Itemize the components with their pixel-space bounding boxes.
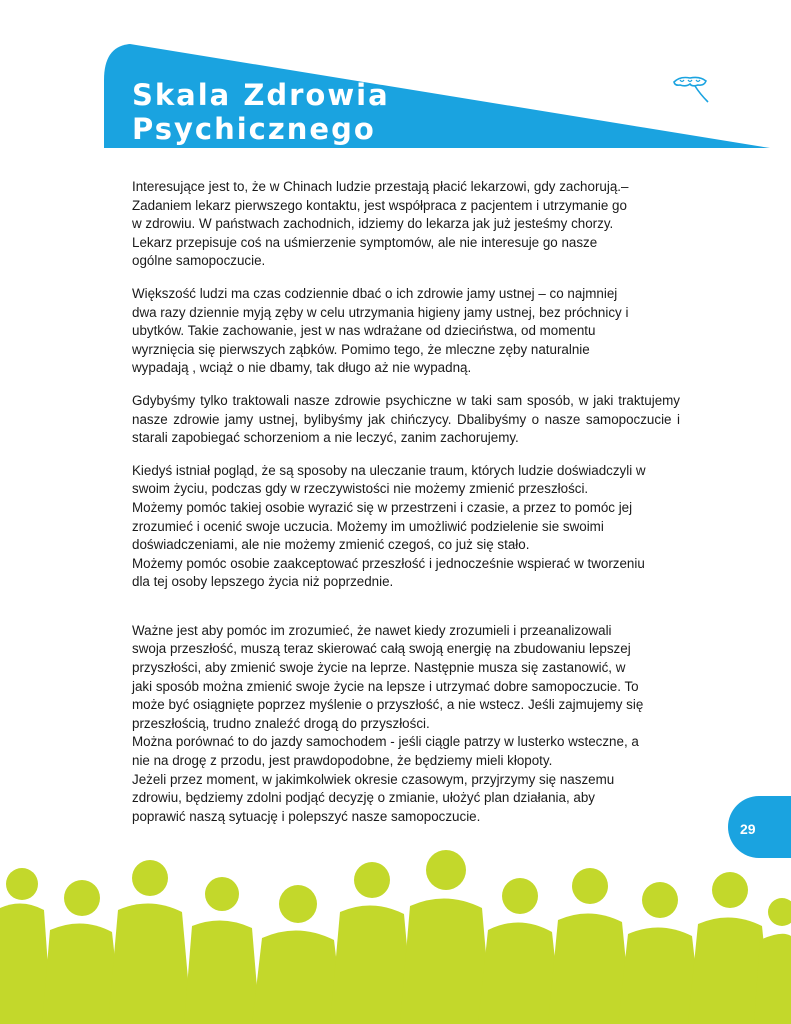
paragraph-1-line: Interesujące jest to, że w Chinach ludzie przestają płacić lekarzowi, gdy zachorują.– <box>132 179 629 194</box>
paragraph-2-line: dwa razy dziennie myją zęby w celu utrzymania higieny jamy ustnej, bez próchnicy i <box>132 304 629 320</box>
paragraph-5-line: zdrowiu, będziemy zdolni podjąć decyzję o zmianie, ułożyć plan działania, aby <box>132 790 595 806</box>
article-body <box>132 178 680 840</box>
paragraph-5-line: nie na drogę z przodu, jest prawdopodobne, że będziemy mieli kłopoty. <box>132 753 553 769</box>
paragraph-1 <box>132 178 680 271</box>
page-number: 29 <box>740 821 756 837</box>
paragraph-4-line: Kiedyś istniał pogląd, że są sposoby na uleczanie traum, których ludzie doświadczyli w <box>132 462 646 478</box>
page-title <box>132 78 390 146</box>
paragraph-2-line: wyrznięcia się pierwszych ząbków. Pomimo tego, że mleczne zęby naturalnie <box>132 341 590 357</box>
paragraph-5-line: swoja przeszłość, muszą teraz skierować całą swoją energię na zbudowaniu lepszej <box>132 641 631 657</box>
paragraph-5-line: Można porównać to do jazdy samochodem - jeśli ciągle patrzy w lusterko wsteczne, a <box>132 734 639 750</box>
paragraph-2-line: wypadają , wciąż o nie dbamy, tak długo aż nie wypadną. <box>132 360 472 376</box>
paragraph-2-line: ubytków. Takie zachowanie, jest w nas wdrażane od dzieciństwa, od momentu <box>132 323 596 339</box>
page-title-line-2: Psychicznego <box>132 112 376 146</box>
paragraph-3: Gdybyśmy tylko traktowali nasze zdrowie psychiczne w taki sam sposób, w jaki traktujemy nasze zdrowie jamy ustnej, bylibyśmy jak chińczycy. Dbalibyśmy o nasze samopoczucie i starali zapobiegać schorzeniom a nie leczyć, zanim zachorujemy. <box>132 392 680 446</box>
paragraph-2 <box>132 285 680 378</box>
paragraph-5-line: może być osiągnięte poprzez myślenie o przyszłość, a nie wstecz. Jeśli zajmujemy się <box>132 697 644 713</box>
paragraph-5-line: Ważne jest aby pomóc im zrozumieć, że nawet kiedy zrozumieli i przeanalizowali <box>132 622 612 638</box>
paragraph-4-line: zrozumieć i ocenić swoje uczucia. Możemy im umożliwić podzielenie sie swoimi <box>132 518 604 534</box>
page-number-tab <box>728 796 791 858</box>
paragraph-5-line: przeszłością, trudno znaleźć drogą do przyszłości. <box>132 715 430 731</box>
paragraph-5-line: Jeżeli przez moment, w jakimkolwiek okresie czasowym, przyjrzymy się naszemu <box>132 771 615 787</box>
paragraph-4-line: doświadczeniami, ale nie możemy zmienić czegoś, co już się stało. <box>132 537 530 553</box>
paragraph-5-line: jaki sposób można zmienić swoje życie na lepsze i utrzymać dobre samopoczucie. To <box>132 678 639 694</box>
paragraph-5-line: poprawić naszą sytuację i polepszyć nasze samopoczucie. <box>132 808 481 824</box>
paragraph-4-line: dla tej osoby lepszego życia niż poprzednie. <box>132 574 394 590</box>
paragraph-4 <box>132 462 680 592</box>
paragraph-2-line: Większość ludzi ma czas codziennie dbać o ich zdrowie jamy ustnej – co najmniej <box>132 285 618 301</box>
paragraph-4-line: swoim życiu, podczas gdy w rzeczywistości nie możemy zmienić przeszłości. <box>132 481 589 497</box>
paragraph-1-line: w zdrowiu. W państwach zachodnich, idziemy do lekarza jak już jesteśmy chorzy. <box>132 216 614 232</box>
page-title-line-1: Skala Zdrowia <box>132 78 390 112</box>
paragraph-5 <box>132 622 680 827</box>
tooth-logo-icon <box>668 74 712 108</box>
paragraph-5-line: przyszłości, aby zmienić swoje życie na leprze. Następnie musza się zastanowić, w <box>132 660 626 676</box>
paragraph-1-line: Zadaniem lekarz pierwszego kontaktu, jest współpraca z pacjentem i utrzymanie go <box>132 197 627 213</box>
paragraph-4-line: Możemy pomóc osobie zaakceptować przeszłość i jednocześnie wspierać w tworzeniu <box>132 555 645 571</box>
paragraph-1-line: Lekarz przepisuje coś na uśmierzenie symptomów, ale nie interesuje go nasze <box>132 234 598 250</box>
people-silhouettes-icon <box>0 850 791 1024</box>
paragraph-4-line: Możemy pomóc takiej osobie wyrazić się w przestrzeni i czasie, a przez to pomóc jej <box>132 499 633 515</box>
paragraph-1-line: ogólne samopoczucie. <box>132 253 266 269</box>
